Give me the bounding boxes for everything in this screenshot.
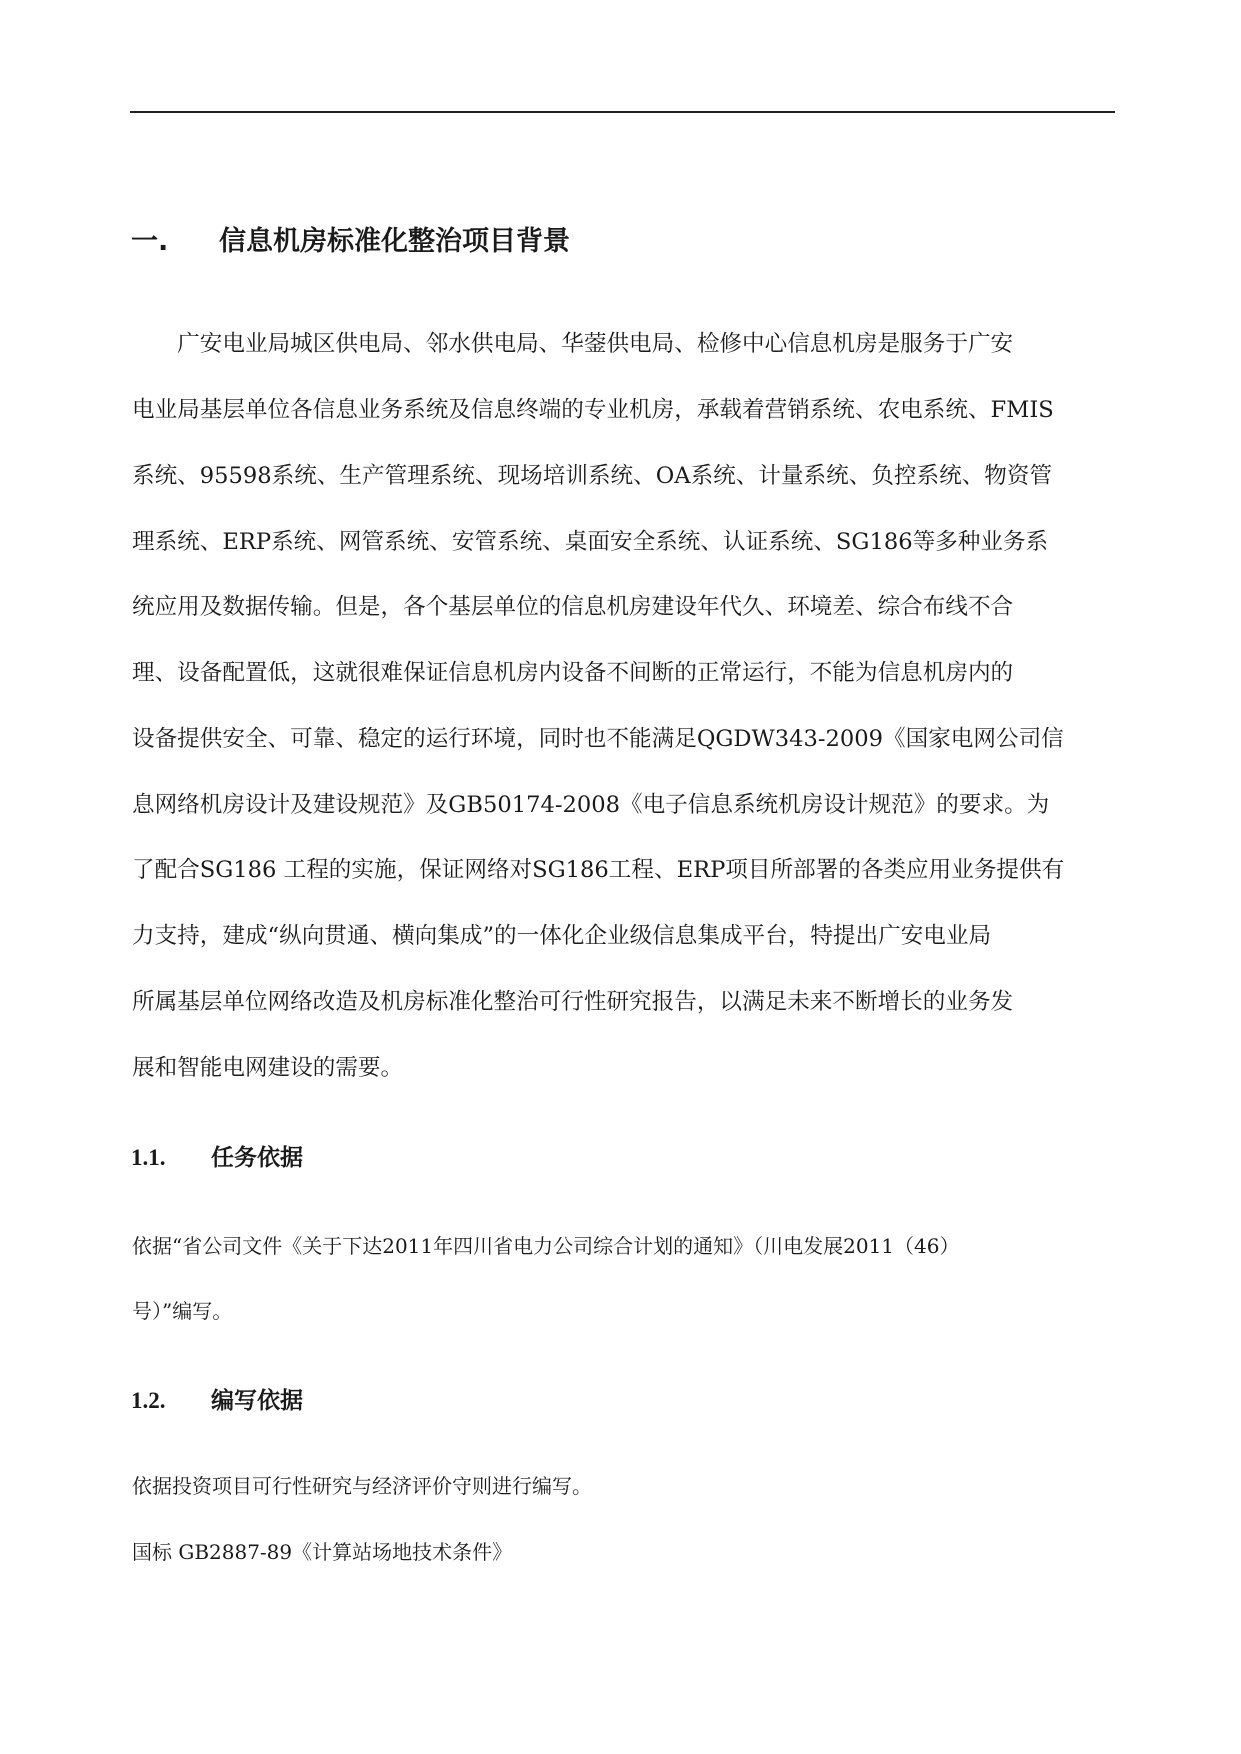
subsection-number: 1.1. bbox=[131, 1145, 166, 1170]
section-number: 一. bbox=[131, 226, 169, 257]
paragraph-line: 展和智能电网建设的需要。 bbox=[132, 1055, 404, 1081]
paragraph-line: 所属基层单位网络改造及机房标准化整治可行性研究报告，以满足未来不断增长的业务发 bbox=[132, 989, 1014, 1015]
basis-line: 依据“省公司文件《关于下达2011年四川省电力公司综合计划的通知》（川电发展2011（46） bbox=[132, 1234, 960, 1258]
paragraph-line: 广安电业局城区供电局、邻水供电局、华蓥供电局、检修中心信息机房是服务于广安 bbox=[132, 331, 1014, 357]
paragraph-line: 理、设备配置低，这就很难保证信息机房内设备不间断的正常运行，不能为信息机房内的 bbox=[132, 660, 1014, 686]
section-heading bbox=[131, 222, 570, 262]
subsection-heading-1-1 bbox=[131, 1140, 303, 1176]
paragraph-line: 息网络机房设计及建设规范》及GB50174-2008《电子信息系统机房设计规范》的要求。为 bbox=[132, 792, 1050, 818]
section-title: 信息机房标准化整治项目背景 bbox=[219, 226, 570, 257]
basis-line: 依据投资项目可行性研究与经济评价守则进行编写。 bbox=[132, 1474, 592, 1498]
subsection-title: 任务依据 bbox=[211, 1145, 303, 1171]
subsection-heading-1-2 bbox=[131, 1383, 303, 1419]
paragraph-line: 力支持，建成“纵向贯通、横向集成”的一体化企业级信息集成平台，特提出广安电业局 bbox=[132, 923, 992, 949]
paragraph-line: 设备提供安全、可靠、稳定的运行环境，同时也不能满足QGDW343-2009《国家电网公司信 bbox=[132, 726, 1064, 752]
paragraph-line: 系统、95598系统、生产管理系统、现场培训系统、OA系统、计量系统、负控系统、物资管 bbox=[132, 463, 1053, 489]
paragraph-line: 电业局基层单位各信息业务系统及信息终端的专业机房，承载着营销系统、农电系统、FMIS bbox=[132, 397, 1054, 423]
subsection-number: 1.2. bbox=[131, 1388, 166, 1413]
basis-line: 号）”编写。 bbox=[132, 1299, 233, 1323]
header-rule bbox=[130, 111, 1115, 113]
paragraph-line: 理系统、ERP系统、网管系统、安管系统、桌面安全系统、认证系统、SG186等多种业务系 bbox=[132, 529, 1049, 555]
paragraph-line: 了配合SG186 工程的实施，保证网络对SG186工程、ERP项目所部署的各类应用业务提供有 bbox=[132, 857, 1065, 883]
subsection-title: 编写依据 bbox=[211, 1388, 303, 1414]
basis-line: 国标 GB2887-89《计算站场地技术条件》 bbox=[132, 1540, 513, 1564]
paragraph-line: 统应用及数据传输。但是，各个基层单位的信息机房建设年代久、环境差、综合布线不合 bbox=[132, 594, 1014, 620]
